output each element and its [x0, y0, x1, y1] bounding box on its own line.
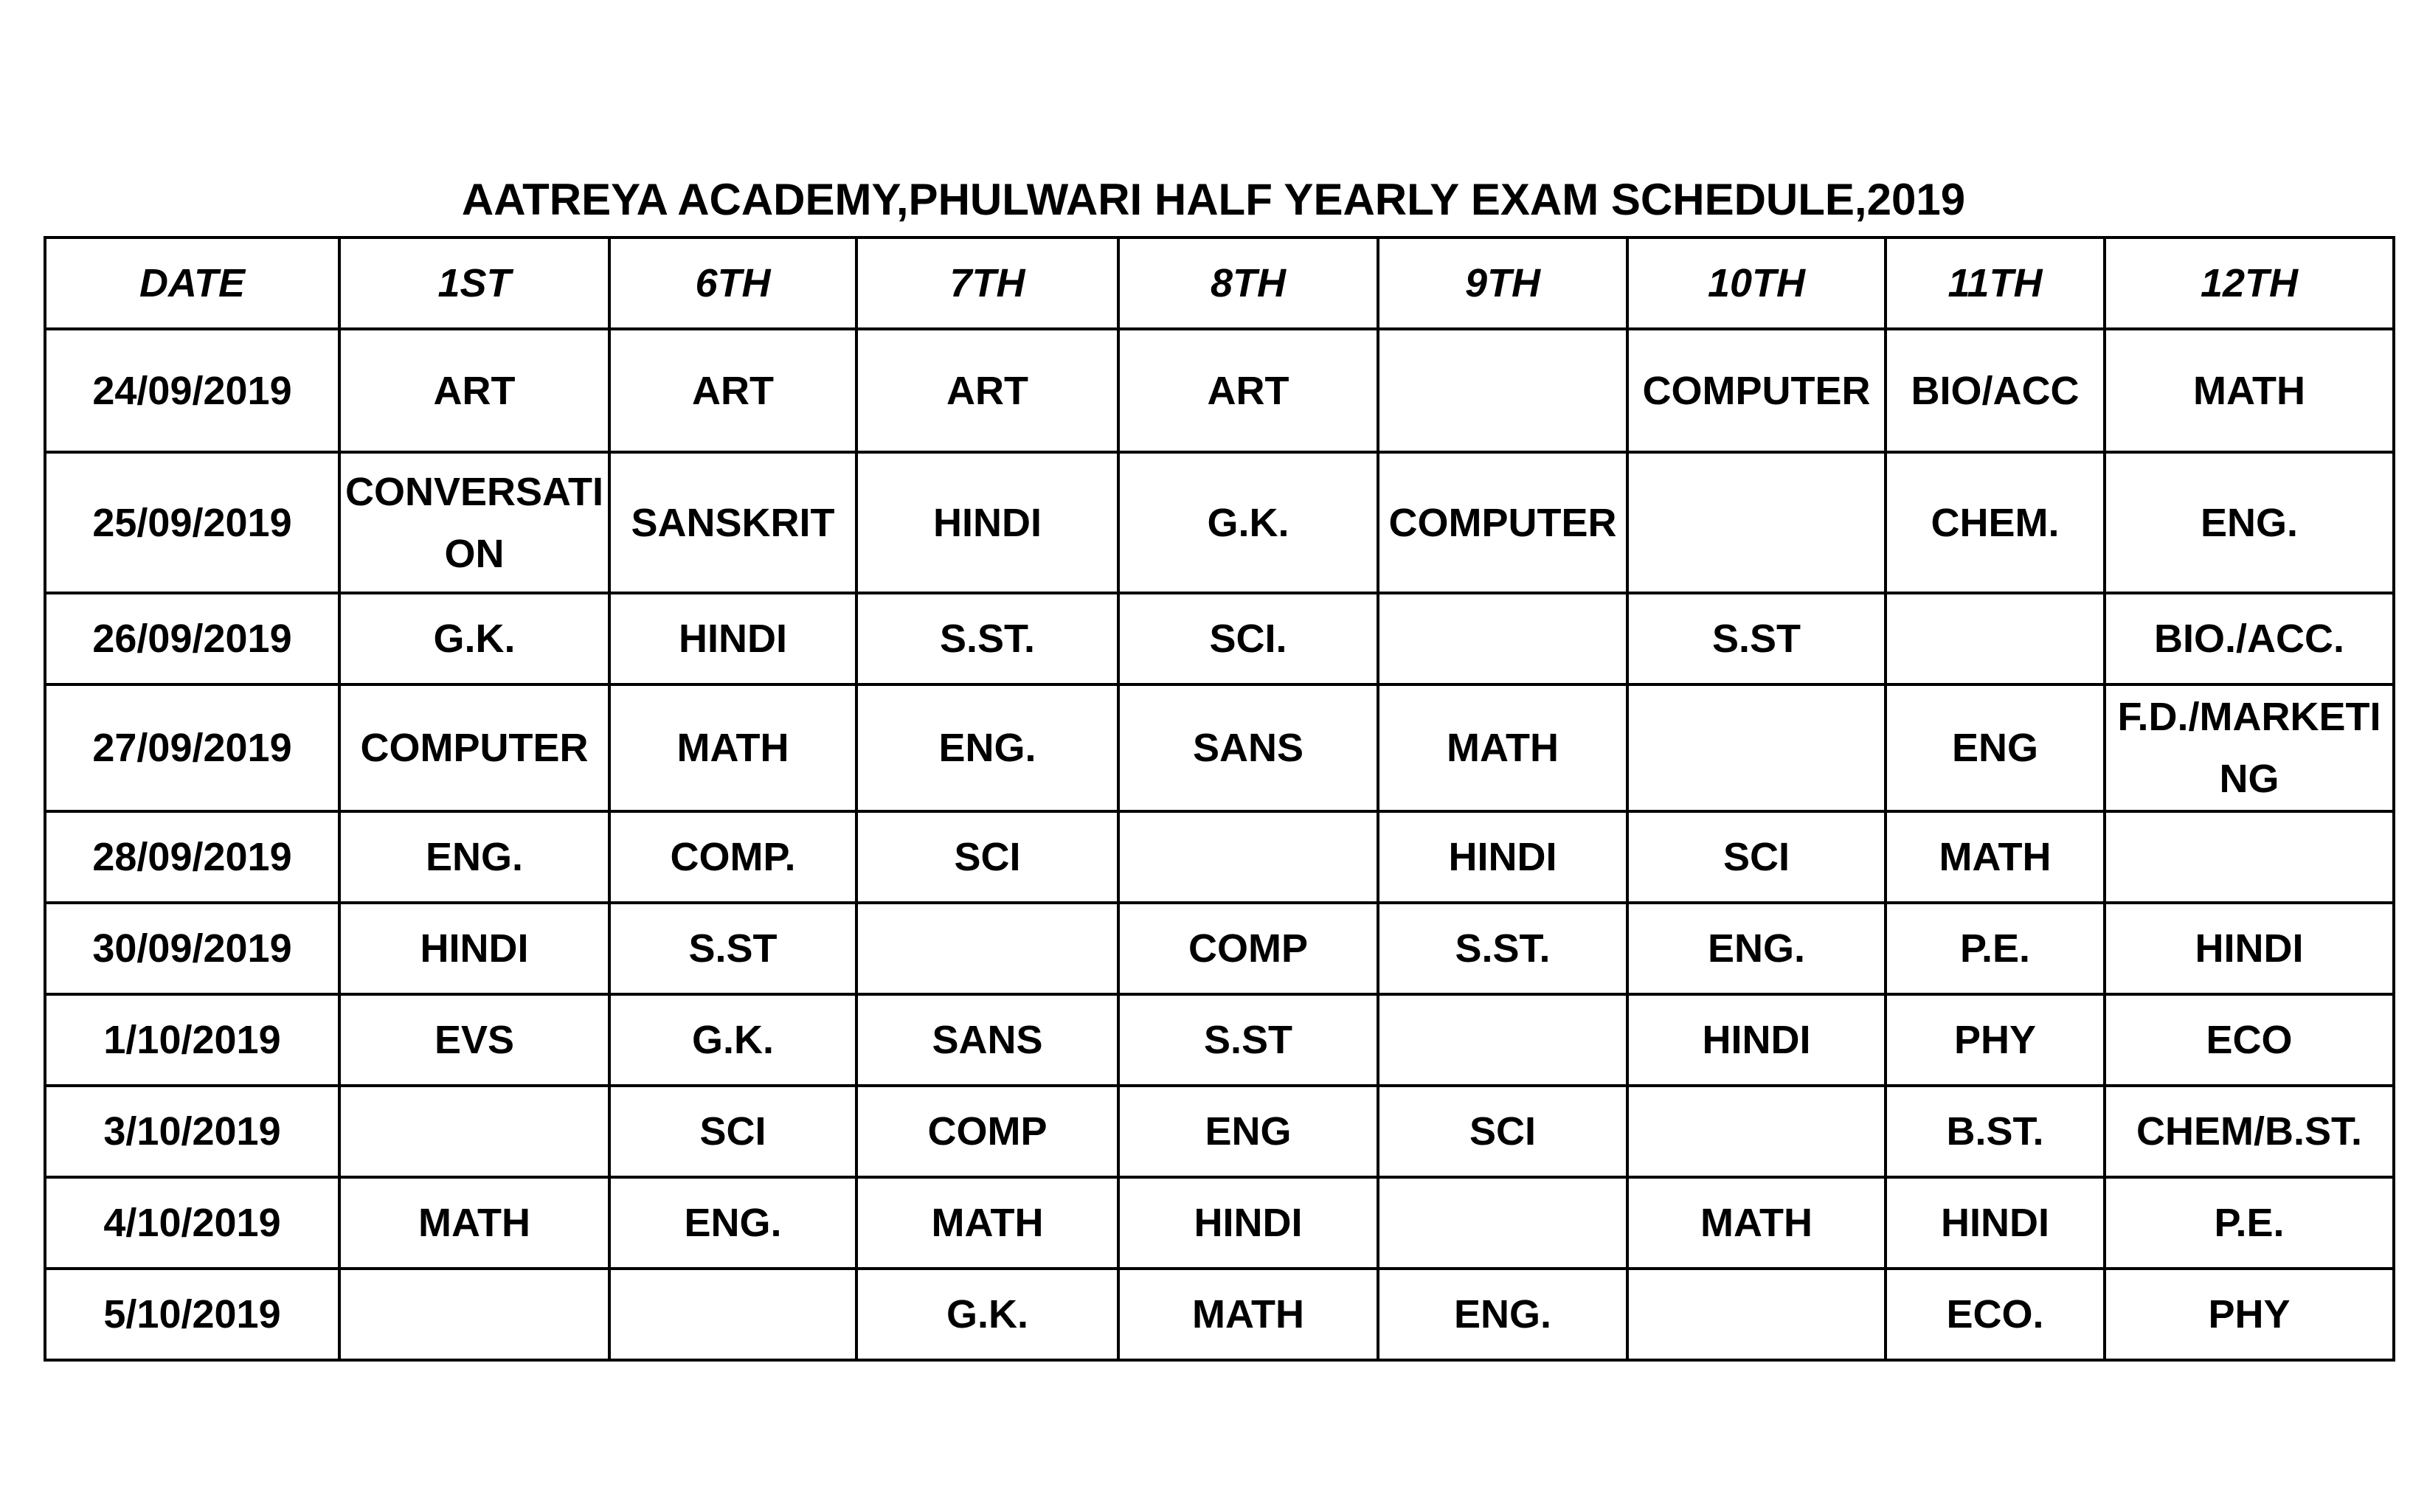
- subject-cell: G.K.: [1118, 452, 1378, 593]
- subject-cell: SCI.: [1118, 593, 1378, 684]
- subject-cell: MATH: [1627, 1177, 1886, 1269]
- date-cell: 3/10/2019: [45, 1086, 339, 1177]
- subject-cell: [1886, 593, 2105, 684]
- subject-cell: S.ST: [1627, 593, 1886, 684]
- subject-cell: [1118, 811, 1378, 903]
- subject-cell: [1378, 994, 1627, 1086]
- table-row: [45, 1269, 2394, 1360]
- subject-cell: ENG: [1118, 1086, 1378, 1177]
- subject-cell: G.K.: [609, 994, 856, 1086]
- date-cell: 30/09/2019: [45, 903, 339, 994]
- subject-cell: SANSKRIT: [609, 452, 856, 593]
- subject-cell: MATH: [1378, 684, 1627, 811]
- subject-cell: ENG.: [609, 1177, 856, 1269]
- subject-cell: S.ST: [1118, 994, 1378, 1086]
- header-class-7th: 7TH: [856, 237, 1118, 329]
- subject-cell: [339, 1086, 609, 1177]
- subject-cell: ART: [609, 329, 856, 452]
- header-class-9th: 9TH: [1378, 237, 1627, 329]
- subject-cell: EVS: [339, 994, 609, 1086]
- subject-cell: ECO.: [1886, 1269, 2105, 1360]
- subject-cell: ENG.: [339, 811, 609, 903]
- subject-cell: [1378, 1177, 1627, 1269]
- header-date: DATE: [45, 237, 339, 329]
- subject-cell: PHY: [2105, 1269, 2394, 1360]
- subject-cell: S.ST.: [1378, 903, 1627, 994]
- subject-cell: ART: [1118, 329, 1378, 452]
- header-class-12th: 12TH: [2105, 237, 2394, 329]
- subject-cell: HINDI: [2105, 903, 2394, 994]
- table-row: [45, 994, 2394, 1086]
- table-row: [45, 1086, 2394, 1177]
- subject-cell: [2105, 811, 2394, 903]
- date-cell: 27/09/2019: [45, 684, 339, 811]
- table-row: [45, 452, 2394, 593]
- subject-cell: MATH: [339, 1177, 609, 1269]
- date-cell: 25/09/2019: [45, 452, 339, 593]
- subject-cell: ART: [339, 329, 609, 452]
- subject-cell: SANS: [856, 994, 1118, 1086]
- table-row: [45, 329, 2394, 452]
- date-cell: 24/09/2019: [45, 329, 339, 452]
- subject-cell: B.ST.: [1886, 1086, 2105, 1177]
- subject-cell: F.D./MARKETING: [2105, 684, 2394, 811]
- subject-cell: HINDI: [856, 452, 1118, 593]
- date-cell: 26/09/2019: [45, 593, 339, 684]
- date-cell: 5/10/2019: [45, 1269, 339, 1360]
- table-row: [45, 811, 2394, 903]
- subject-cell: ENG.: [2105, 452, 2394, 593]
- subject-cell: G.K.: [339, 593, 609, 684]
- subject-cell: P.E.: [1886, 903, 2105, 994]
- subject-cell: SANS: [1118, 684, 1378, 811]
- header-class-10th: 10TH: [1627, 237, 1886, 329]
- subject-cell: [1627, 452, 1886, 593]
- subject-cell: [1627, 684, 1886, 811]
- subject-cell: [1627, 1086, 1886, 1177]
- subject-cell: HINDI: [1378, 811, 1627, 903]
- subject-cell: BIO./ACC.: [2105, 593, 2394, 684]
- subject-cell: [1378, 593, 1627, 684]
- subject-cell: ENG.: [1627, 903, 1886, 994]
- header-class-11th: 11TH: [1886, 237, 2105, 329]
- date-cell: 28/09/2019: [45, 811, 339, 903]
- subject-cell: S.ST.: [856, 593, 1118, 684]
- subject-cell: HINDI: [339, 903, 609, 994]
- subject-cell: P.E.: [2105, 1177, 2394, 1269]
- subject-cell: HINDI: [609, 593, 856, 684]
- subject-cell: COMPUTER: [1378, 452, 1627, 593]
- subject-cell: ENG.: [1378, 1269, 1627, 1360]
- subject-cell: SCI: [856, 811, 1118, 903]
- subject-cell: MATH: [1118, 1269, 1378, 1360]
- subject-cell: [339, 1269, 609, 1360]
- subject-cell: G.K.: [856, 1269, 1118, 1360]
- subject-cell: CONVERSATION: [339, 452, 609, 593]
- subject-cell: [1378, 329, 1627, 452]
- subject-cell: [1627, 1269, 1886, 1360]
- subject-cell: MATH: [609, 684, 856, 811]
- subject-cell: HINDI: [1886, 1177, 2105, 1269]
- subject-cell: S.ST: [609, 903, 856, 994]
- subject-cell: BIO/ACC: [1886, 329, 2105, 452]
- exam-schedule-table: [44, 236, 2395, 1362]
- header-class-1st: 1ST: [339, 237, 609, 329]
- table-row: [45, 593, 2394, 684]
- subject-cell: COMPUTER: [339, 684, 609, 811]
- subject-cell: COMPUTER: [1627, 329, 1886, 452]
- subject-cell: CHEM.: [1886, 452, 2105, 593]
- subject-cell: [856, 903, 1118, 994]
- subject-cell: MATH: [2105, 329, 2394, 452]
- subject-cell: COMP.: [609, 811, 856, 903]
- subject-cell: PHY: [1886, 994, 2105, 1086]
- subject-cell: [609, 1269, 856, 1360]
- subject-cell: ENG: [1886, 684, 2105, 811]
- subject-cell: MATH: [856, 1177, 1118, 1269]
- table-row: [45, 684, 2394, 811]
- header-row: [45, 237, 2394, 329]
- subject-cell: SCI: [609, 1086, 856, 1177]
- subject-cell: CHEM/B.ST.: [2105, 1086, 2394, 1177]
- subject-cell: HINDI: [1627, 994, 1886, 1086]
- subject-cell: COMP: [856, 1086, 1118, 1177]
- subject-cell: ART: [856, 329, 1118, 452]
- date-cell: 1/10/2019: [45, 994, 339, 1086]
- header-class-8th: 8TH: [1118, 237, 1378, 329]
- table-row: [45, 903, 2394, 994]
- subject-cell: ENG.: [856, 684, 1118, 811]
- header-class-6th: 6TH: [609, 237, 856, 329]
- page-title: AATREYA ACADEMY,PHULWARI HALF YEARLY EXAM SCHEDULE,2019: [461, 175, 1966, 224]
- subject-cell: MATH: [1886, 811, 2105, 903]
- subject-cell: SCI: [1627, 811, 1886, 903]
- subject-cell: ECO: [2105, 994, 2394, 1086]
- subject-cell: HINDI: [1118, 1177, 1378, 1269]
- table-row: [45, 1177, 2394, 1269]
- subject-cell: SCI: [1378, 1086, 1627, 1177]
- subject-cell: COMP: [1118, 903, 1378, 994]
- date-cell: 4/10/2019: [45, 1177, 339, 1269]
